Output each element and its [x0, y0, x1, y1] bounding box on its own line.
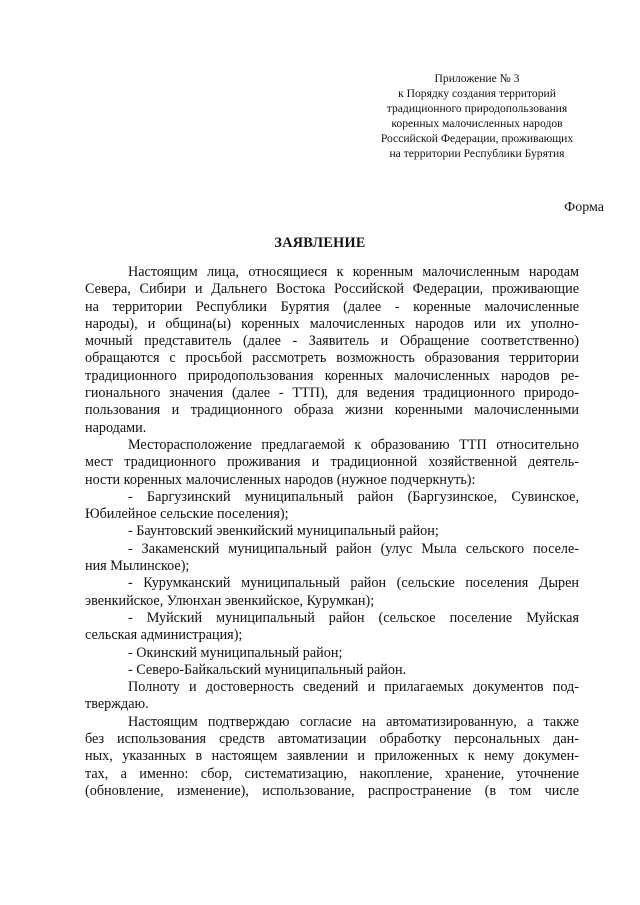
body-line: Месторасположение предлагаемой к образованию ТТП относительно	[128, 436, 579, 453]
appendix-header	[346, 72, 608, 161]
body-line: Юбилейное сельские поселения);	[85, 506, 289, 523]
body-line: тах, а именно: сбор, систематизацию, накопление, хранение, уточнение	[85, 765, 579, 782]
body-line: тверждаю.	[85, 696, 149, 713]
body-line: - Закаменский муниципальный район (улус Мыла сельского поселе-	[128, 540, 579, 557]
body-line: пользования и традиционного образа жизни коренными малочисленными	[85, 402, 579, 419]
appendix-line: традиционного природопользования	[386, 101, 568, 115]
body-line: мест традиционного проживания и традиционной хозяйственной деятель-	[85, 454, 579, 471]
body-line: - Баунтовский эвенкийский муниципальный район;	[128, 523, 439, 540]
form-label: Форма	[564, 200, 604, 215]
appendix-line: Приложение № 3	[434, 72, 520, 85]
body-line: - Баргузинский муниципальный район (Баргузинское, Сувинское,	[128, 488, 579, 505]
body-line: (обновление, изменение), использование, распространение (в том числе	[85, 782, 579, 799]
body-line: - Муйский муниципальный район (сельское поселение Муйская	[128, 609, 579, 626]
body-line: ния Мылинское);	[85, 558, 190, 575]
body-line: народами.	[85, 419, 147, 436]
body-line: Полноту и достоверность сведений и прилагаемых документов под-	[128, 679, 579, 696]
body-line: ности коренных малочисленных народов (нужное подчеркнуть):	[85, 471, 476, 488]
body-line: эвенкийское, Улюнхан эвенкийское, Курумкан);	[85, 592, 375, 609]
body-line: сельская администрация);	[85, 627, 243, 644]
body-line: мочный представитель (далее - Заявитель и Обращение соответственно)	[85, 333, 579, 350]
body-line: на территории Республики Бурятия (далее - коренные малочисленные	[85, 298, 579, 315]
body-line: Севера, Сибири и Дальнего Востока Российской Федерации, проживающие	[85, 281, 579, 298]
body-line: народы), и община(ы) коренных малочисленных народов или их уполно-	[85, 315, 579, 332]
body-line: Настоящим подтверждаю согласие на автоматизированную, а также	[128, 713, 579, 730]
body-line: - Окинский муниципальный район;	[128, 644, 343, 661]
body-line: ных, указанных в настоящем заявлении и приложенных к нему докумен-	[85, 748, 579, 765]
body-line: гионального значения (далее - ТТП), для ведения традиционного природо-	[85, 385, 579, 402]
appendix-line: Российской Федерации, проживающих	[380, 131, 574, 145]
body-line: Настоящим лица, относящиеся к коренным малочисленным народам	[128, 264, 579, 280]
body-line: - Северо-Байкальский муниципальный район.	[128, 661, 407, 678]
body-line: без использования средств автоматизации обработку персональных дан-	[85, 731, 579, 748]
document-title: ЗАЯВЛЕНИЕ	[274, 235, 366, 251]
body-line: традиционного природопользования коренных малочисленных народов ре-	[85, 367, 579, 384]
body-line: обращаются с просьбой рассмотреть возможность образования территории	[85, 350, 579, 367]
body-line: - Курумканский муниципальный район (сельские поселения Дырен	[128, 575, 579, 592]
appendix-line: на территории Республики Бурятия	[389, 146, 565, 160]
appendix-line: коренных малочисленных народов	[391, 116, 563, 130]
document-body	[85, 264, 579, 800]
appendix-line: к Порядку создания территорий	[398, 86, 556, 100]
